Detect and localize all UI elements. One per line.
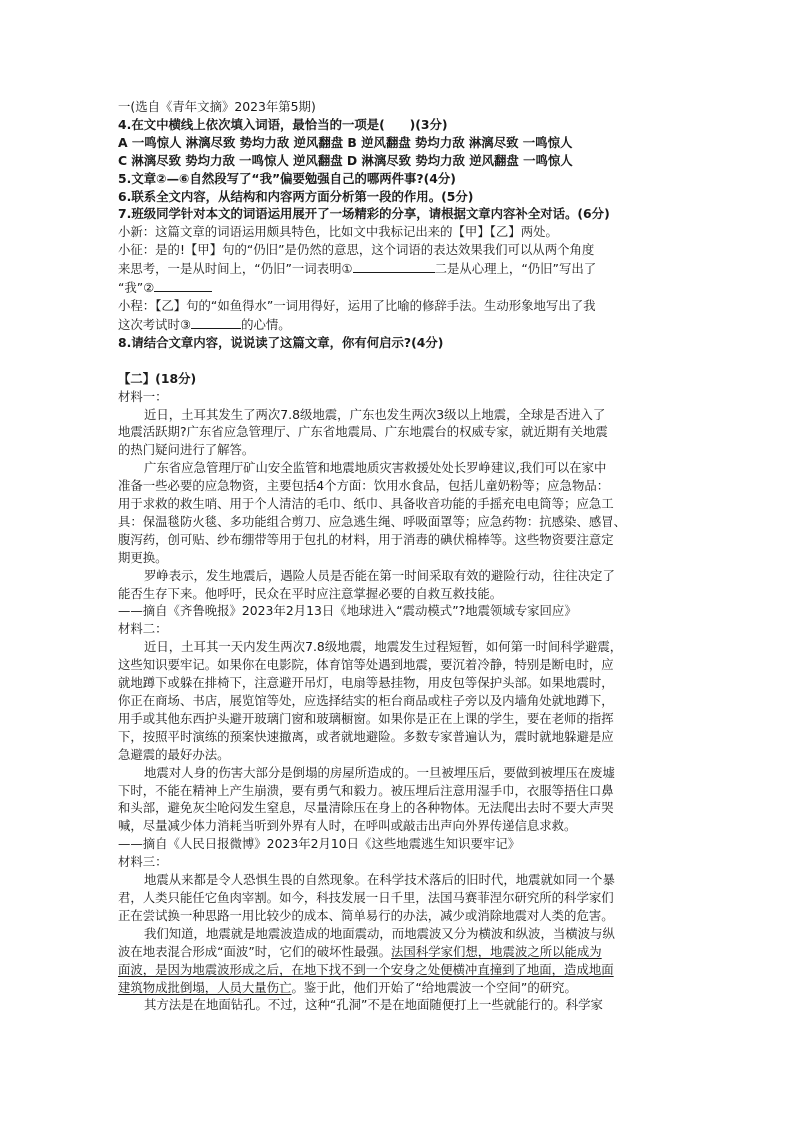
material-2-source: ——摘自《人民日报微博》2023年2月10日《这些地震逃生知识要牢记》 bbox=[118, 836, 521, 852]
material-1-line: 广东省应急管理厅矿山安全监管和地震地质灾害救援处处长罗峥建议,我们可以在家中 bbox=[144, 460, 607, 476]
material-3-line: 我们知道，地震就是地震波造成的地面震动，而地震波又分为横波和纵波，当横波与纵 bbox=[144, 925, 615, 941]
question-4: 4.在文中横线上依次填入词语，最恰当的一项是( )(3分) bbox=[118, 116, 448, 132]
dialogue-xiaozheng-end bbox=[118, 278, 678, 297]
question-5: 5.文章②—⑥自然段写了“我”偏要勉强自己的哪两件事?(4分) bbox=[118, 170, 456, 186]
material-1-label: 材料一： bbox=[118, 388, 168, 404]
material-2-line: 你正在商场、书店，展览馆等处，应选择结实的柜台商品或柱子旁以及内墙角处就地蹲下， bbox=[118, 693, 614, 708]
material-1-line: 期更换。 bbox=[118, 549, 168, 565]
question-4-options-cd: C 淋漓尽致 势均力敌 一鸣惊人 逆风翻盘 D 淋漓尽致 势均力敌 逆风翻盘 一鸣惊人 bbox=[118, 152, 573, 168]
source-line: 一(选自《青年文摘》2023年第5期) bbox=[118, 99, 316, 114]
material-2-line: 就地蹲下或躲在排椅下，注意避开吊灯，电扇等悬挂物，用皮包等保护头部。如果地震时， bbox=[118, 675, 614, 691]
dialogue-xiaocheng-cont bbox=[118, 315, 678, 334]
material-1-line: 具：保温毯防火毯、多功能组合剪刀、应急逃生绳、呼吸面罩等；应急药物：抗感染、感冒、 bbox=[118, 513, 627, 529]
material-2-line: 用手或其他东西护头避开玻璃门窗和玻璃橱窗。如果你是正在上课的学生，要在老师的指挥 bbox=[118, 710, 614, 726]
dialogue-xiaoxin: 小新：这篇文章的词语运用颇具特色，比如文中我标记出来的【甲】【乙】两处。 bbox=[118, 224, 558, 240]
material-1-line: 用于求救的救生哨、用于个人清洁的毛巾、纸巾、具备收音功能的手摇充电电筒等；应急工 bbox=[118, 496, 614, 512]
material-2-line: 喊，尽量减少体力消耗当听到外界有人时，在呼叫或敲击出声向外界传递信息求救。 bbox=[118, 818, 577, 834]
section-heading: 【二】(18分) bbox=[118, 370, 197, 386]
material-3-line: 君，人类只能任它鱼肉宰割。如今，科技发展一日千里，法国马赛菲涅尔研究所的科学家们 bbox=[118, 889, 614, 905]
material-3-line: 正在尝试换一种思路一用比较少的成本、简单易行的办法，减少或消除地震对人类的危害。 bbox=[118, 907, 614, 923]
material-1-source: ——摘自《齐鲁晚报》2023年2月13日《地球进入“震动模式”?地震领域专家回应》 bbox=[118, 603, 577, 619]
dialogue-text: 来思考，一是从时间上，“仍旧”一词表明① bbox=[118, 261, 353, 277]
question-7: 7.班级同学针对本文的词语运用展开了一场精彩的分享，请根据文章内容补全对话。(6分) bbox=[118, 206, 610, 222]
material-2-line: 下，按照平时演练的预案快速撤离，或者就地避险。多数专家普遍认为，震时就地躲避是应 bbox=[118, 728, 614, 744]
underlined-line: 面波，是因为地震波形成之后，在地下找不到一个安身之处便横冲直撞到了地面，造成地面 bbox=[118, 961, 614, 977]
answer-blank-3[interactable] bbox=[191, 315, 241, 329]
material-3-line bbox=[118, 943, 678, 961]
answer-blank-1[interactable] bbox=[353, 259, 435, 273]
material-1-line: 腹泻药，创可贴、纱布绷带等用于包扎的材料，用于消毒的碘伏棉棒等。这些物资要注意定 bbox=[118, 531, 614, 547]
dialogue-text: 这次考试时③ bbox=[118, 316, 192, 332]
material-2-line: 急避震的最好办法。 bbox=[118, 746, 230, 762]
underlined-text: 法国科学家们想，地震波之所以能成为 bbox=[391, 943, 602, 959]
material-1-line: 罗峥表示，发生地震后，遇险人员是否能在第一时间采取有效的避险行动，往往决定了 bbox=[144, 567, 615, 583]
document-page bbox=[118, 98, 678, 1014]
question-8: 8.请结合文章内容，说说读了这篇文章，你有何启示?(4分) bbox=[118, 334, 444, 350]
dialogue-xiaozheng-cont bbox=[118, 259, 678, 278]
material-1-line: 地震活跃期?广东省应急管理厅、广东省地震局、广东地震台的权威专家，就近期有关地震 bbox=[118, 424, 608, 440]
dialogue-text: “我”② bbox=[118, 280, 155, 296]
dialogue-xiaocheng: 小程：【乙】句的“如鱼得水”一词用得好，运用了比喻的修辞手法。生动形象地写出了我 bbox=[118, 297, 596, 313]
dialogue-text: 二是从心理上，“仍旧”写出了 bbox=[434, 261, 597, 277]
material-3-text: 波在地表混合形成“面波”时，它们的破坏性最强。 bbox=[118, 943, 392, 959]
material-2-line: 地震对人身的伤害大部分是倒塌的房屋所造成的。一旦被埋压后，要做到被埋压在废墟 bbox=[144, 764, 615, 780]
dialogue-xiaozheng: 小征：是的!【甲】句的“仍旧”是仍然的意思，这个词语的表达效果我们可以从两个角度 bbox=[118, 242, 595, 258]
material-3-text: 。鉴于此，他们开始了“给地震波一个空间”的研究。 bbox=[291, 979, 577, 995]
material-1-line: 准备一些必要的应急物资，主要包括4个方面：饮用水食品，包括儿童奶粉等；应急物品： bbox=[118, 478, 610, 494]
material-3-line: 其方法是在地面钻孔。不过，这种“孔洞”不是在地面随便打上一些就能行的。科学家 bbox=[144, 997, 603, 1013]
material-2-line: 近日，土耳其一天内发生两次7.8级地震，地震发生过程短暂，如何第一时间科学避震， bbox=[144, 639, 623, 655]
material-3-line bbox=[118, 979, 678, 997]
material-1-line: 的热门疑问进行了解答。 bbox=[118, 442, 255, 458]
question-6: 6.联系全文内容，从结构和内容两方面分析第一段的作用。(5分) bbox=[118, 188, 474, 204]
material-2-line: 和头部，避免灰尘呛闷发生窒息，尽量清除压在身上的各种物体。无法爬出去时不要大声哭 bbox=[118, 800, 614, 816]
material-2-line: 下时，不能在精神上产生崩溃，要有勇气和毅力。被压埋后注意用湿手巾，衣服等捂住口鼻 bbox=[118, 782, 614, 798]
material-1-line: 近日，土耳其发生了两次7.8级地震，广东也发生两次3级以上地震，全球是否进入了 bbox=[144, 406, 606, 422]
material-1-line: 能否生存下来。他呼吁，民众在平时应注意掌握必要的自救互救技能。 bbox=[118, 585, 503, 601]
answer-blank-2[interactable] bbox=[154, 278, 212, 292]
material-2-label: 材料二： bbox=[118, 621, 168, 637]
dialogue-text: 的心情。 bbox=[241, 316, 291, 332]
underlined-text: 建筑物成批倒塌，人员大量伤亡 bbox=[118, 979, 292, 995]
material-3-line: 地震从来都是令人恐惧生畏的自然现象。在科学技术落后的旧时代，地震就如同一个暴 bbox=[144, 872, 615, 888]
material-3-label: 材料三： bbox=[118, 854, 168, 870]
section-gap bbox=[118, 352, 678, 370]
material-2-line: 这些知识要牢记。如果你在电影院，体育馆等处遇到地震，要沉着冷静，特别是断电时，应 bbox=[118, 657, 614, 673]
question-4-options-ab: A 一鸣惊人 淋漓尽致 势均力敌 逆风翻盘 B 逆风翻盘 势均力敌 淋漓尽致 一鸣惊人 bbox=[118, 134, 573, 150]
